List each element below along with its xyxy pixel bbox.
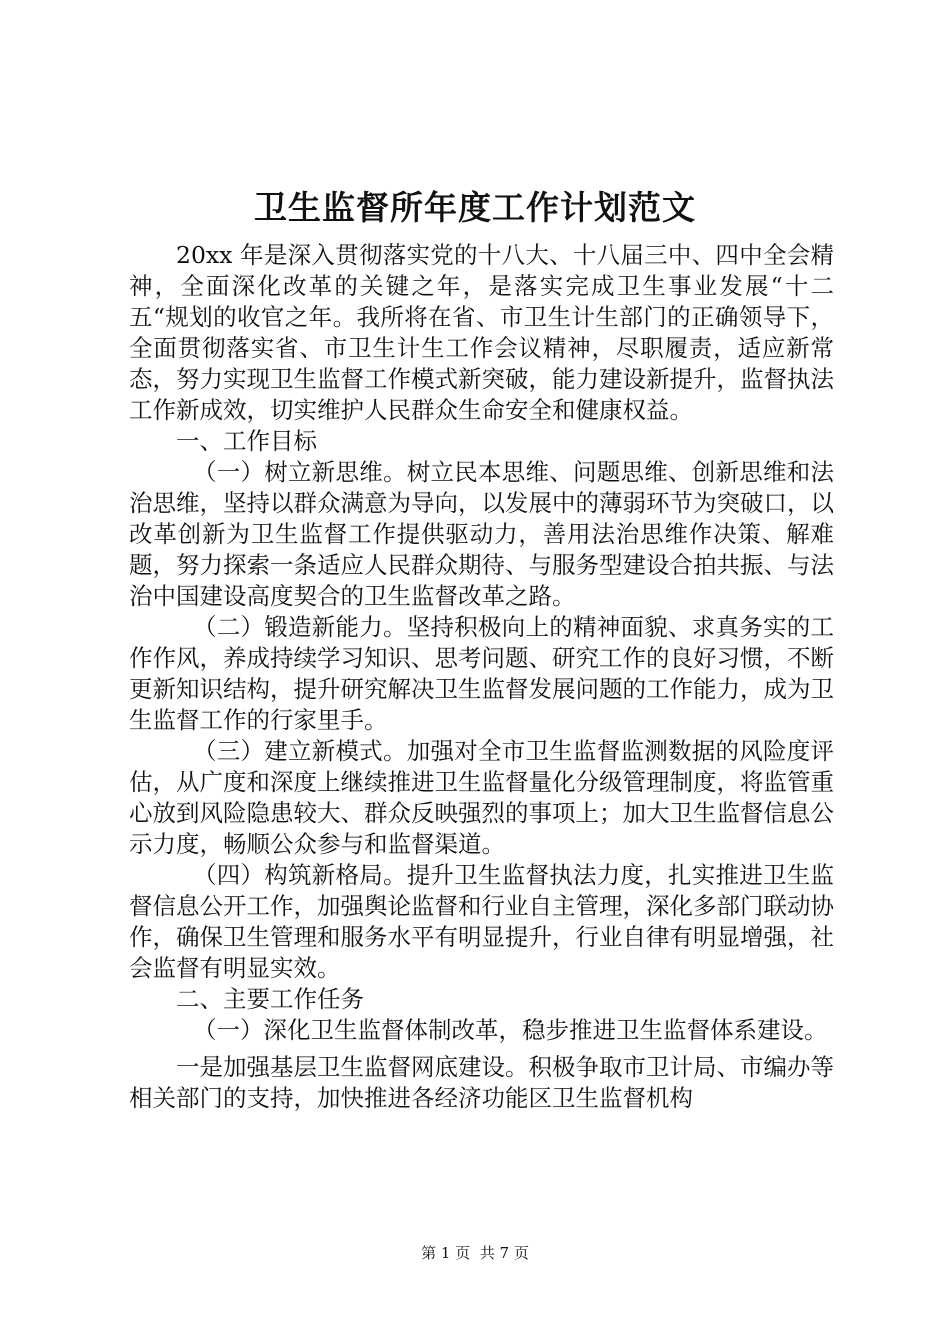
document-title: 卫生监督所年度工作计划范文: [254, 188, 696, 227]
document-body: [129, 240, 834, 1114]
paragraph-task-1-detail: 一是加强基层卫生监督网底建设。积极争取市卫计局、市编办等相关部门的支持，加快推进各经济功能区卫生监督机构: [129, 1053, 834, 1112]
paragraph-goal-1: （一）树立新思维。树立民本思维、问题思维、创新思维和法治思维，坚持以群众满意为导向，以发展中的薄弱环节为突破口，以改革创新为卫生监督工作提供驱动力，善用法治思维作决策、解难题，努力探索一条适应人民群众期待、与服务型建设合拍共振、与法治中国建设高度契合的卫生监督改革之路。: [129, 458, 834, 610]
paragraph-goal-2: （二）锻造新能力。坚持积极向上的精神面貌、求真务实的工作作风，养成持续学习知识、思考问题、研究工作的良好习惯，不断更新知识结构，提升研究解决卫生监督发展问题的工作能力，成为卫生监督工作的行家里手。: [129, 613, 834, 734]
paragraph-goal-4: （四）构筑新格局。提升卫生监督执法力度，扎实推进卫生监督信息公开工作，加强舆论监督和行业自主管理，深化多部门联动协作，确保卫生管理和服务水平有明显提升，行业自律有明显增强，社会监督有明显实效。: [129, 861, 834, 982]
page-number-label: 第 1 页 共 7 页: [421, 1244, 529, 1262]
paragraph-task-1: （一）深化卫生监督体制改革，稳步推进卫生监督体系建设。: [193, 1016, 828, 1044]
section-heading-tasks: 二、主要工作任务: [176, 985, 364, 1013]
page-footer: [0, 1243, 950, 1263]
paragraph-goal-3: （三）建立新模式。加强对全市卫生监督监测数据的风险度评估，从广度和深度上继续推进卫生监督量化分级管理制度，将监管重心放到风险隐患较大、群众反映强烈的事项上；加大卫生监督信息公示力度，畅顺公众参与和监督渠道。: [129, 737, 834, 858]
paragraph-intro: 20xx 年是深入贯彻落实党的十八大、十八届三中、四中全会精神，全面深化改革的关键之年，是落实完成卫生事业发展“十二五“规划的收官之年。我所将在省、市卫生计生部门的正确领导下，全面贯彻落实省、市卫生计生工作会议精神，尽职履责，适应新常态，努力实现卫生监督工作模式新突破，能力建设新提升，监督执法工作新成效，切实维护人民群众生命安全和健康权益。: [129, 241, 834, 424]
section-heading-goals: 一、工作目标: [176, 427, 317, 455]
